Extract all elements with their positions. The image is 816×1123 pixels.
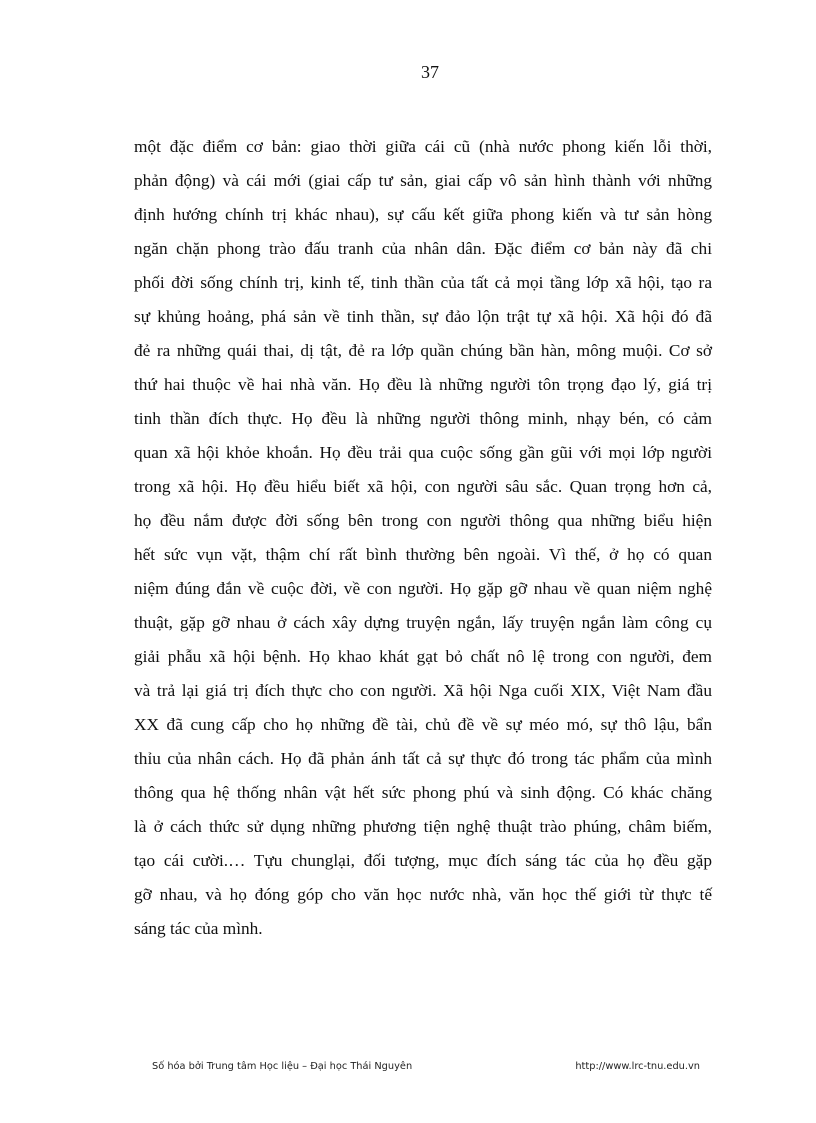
text-line: thỉu của nhân cách. Họ đã phản ánh tất cả sự thực đó trong tác phẩm của mình [134,749,712,768]
text-line: thông qua hệ thống nhân vật hết sức phong phú và sinh động. Có khác chăng [134,783,712,802]
text-line: quan xã hội khỏe khoắn. Họ đều trải qua cuộc sống gần gũi với mọi lớp người [134,443,712,462]
text-line: định hướng chính trị khác nhau), sự cấu kết giữa phong kiến và tư sản hòng [134,205,712,224]
text-line: giải phẫu xã hội bệnh. Họ khao khát gạt bỏ chất nô lệ trong con người, đem [134,647,712,666]
text-line: phản động) và cái mới (giai cấp tư sản, giai cấp vô sản hình thành với những [134,171,712,190]
text-line: ngăn chặn phong trào đấu tranh của nhân dân. Đặc điểm cơ bản này đã chi [134,239,712,258]
page-footer [152,1061,700,1079]
text-line: sự khủng hoảng, phá sản về tinh thần, sự đảo lộn trật tự xã hội. Xã hội đó đã [134,307,712,326]
text-line: sáng tác của mình. [134,919,263,938]
text-line: XX đã cung cấp cho họ những đề tài, chủ đề về sự méo mó, sự thô lậu, bẩn [134,715,712,734]
page-number: 37 [421,62,439,82]
text-line: đẻ ra những quái thai, dị tật, đẻ ra lớp quần chúng bần hàn, mông muội. Cơ sở [134,341,712,360]
text-line: là ở cách thức sử dụng những phương tiện nghệ thuật trào phúng, châm biếm, [134,817,712,836]
text-line: thứ hai thuộc về hai nhà văn. Họ đều là những người tôn trọng đạo lý, giá trị [134,375,712,394]
text-line: và trả lại giá trị đích thực cho con người. Xã hội Nga cuối XIX, Việt Nam đầu [134,681,712,700]
text-line: gỡ nhau, và họ đóng góp cho văn học nước nhà, văn học thế giới từ thực tế [134,885,712,904]
text-line: niệm đúng đắn về cuộc đời, về con người. Họ gặp gỡ nhau về quan niệm nghệ [134,579,712,598]
body-paragraph [134,130,712,946]
text-line: một đặc điểm cơ bản: giao thời giữa cái cũ (nhà nước phong kiến lỗi thời, [134,137,712,156]
text-line: hết sức vụn vặt, thậm chí rất bình thường bên ngoài. Vì thế, ở họ có quan [134,545,712,564]
text-line: tạo cái cười.… Tựu chunglại, đối tượng, mục đích sáng tác của họ đều gặp [134,851,712,870]
footer-digitized-by: Số hóa bởi Trung tâm Học liệu – Đại học Thái Nguyên [152,1061,413,1072]
text-line: tinh thần đích thực. Họ đều là những người thông minh, nhạy bén, có cảm [134,409,712,428]
text-line: họ đều nắm được đời sống bên trong con người thông qua những biểu hiện [134,511,712,530]
footer-url-link[interactable]: http://www.lrc-tnu.edu.vn [575,1061,700,1072]
text-line: trong xã hội. Họ đều hiểu biết xã hội, con người sâu sắc. Quan trọng hơn cả, [134,477,712,496]
text-line: phối đời sống chính trị, kinh tế, tinh thần của tất cả mọi tầng lớp xã hội, tạo ra [134,273,712,292]
text-line: thuật, gặp gỡ nhau ở cách xây dựng truyện ngắn, lấy truyện ngắn làm công cụ [134,613,712,632]
